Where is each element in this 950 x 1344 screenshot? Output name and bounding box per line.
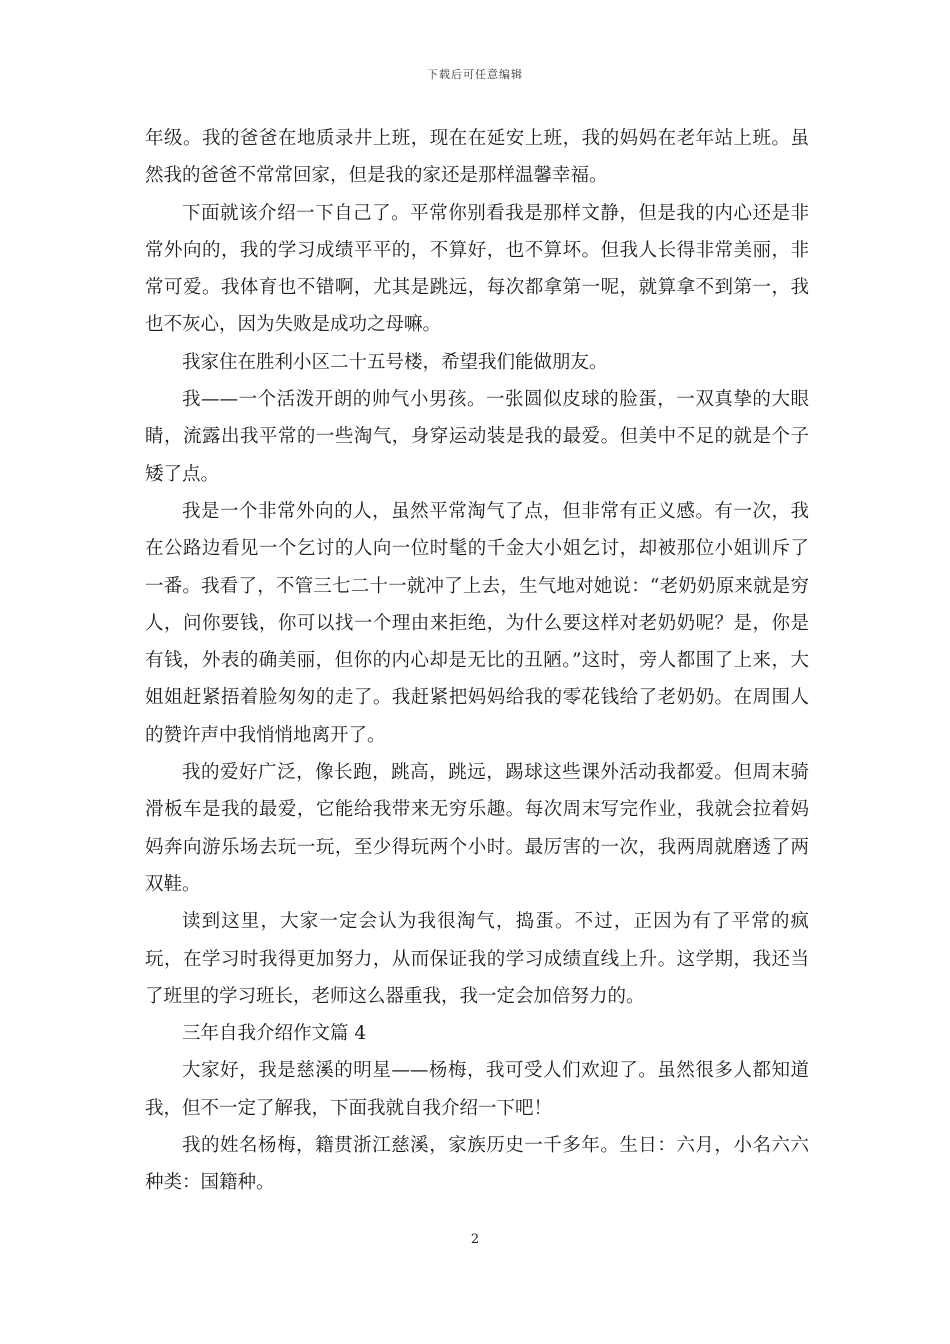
paragraph-name-info: 我的姓名杨梅，籍贯浙江慈溪，家族历史一千多年。生日：六月，小名六六种类：国籍种。 (145, 1135, 809, 1194)
document-body (145, 120, 809, 1202)
page-number: 2 (470, 1232, 480, 1247)
paragraph-hobbies: 我的爱好广泛，像长跑，跳高，跳远，踢球这些课外活动我都爱。但周末骑滑板车是我的最爱，它能给我带来无穷乐趣。每次周末写完作业，我就会拉着妈妈奔向游乐场去玩一玩，至少得玩两个小时。最厉害的一次，我两周就磨透了两双鞋。 (145, 762, 809, 895)
paragraph-self-intro: 下面就该介绍一下自己了。平常你别看我是那样文静，但是我的内心还是非常外向的，我的学习成绩平平的，不算好，也不算坏。但我人长得非常美丽，非常可爱。我体育也不错啊，尤其是跳远，每次都拿第一呢，就算拿不到第一，我也不灰心，因为失败是成功之母嘛。 (145, 202, 809, 336)
page-header: 下载后可任意编辑 (427, 68, 523, 81)
paragraph-study: 读到这里，大家一定会认为我很淘气，捣蛋。不过，正因为有了平常的疯玩，在学习时我得更加努力，从而保证我的学习成绩直线上升。这学期，我还当了班里的学习班长，老师这么器重我，我一定会加倍努力的。 (145, 911, 809, 1007)
section-heading: 三年自我介绍作文篇 4 (182, 1023, 367, 1045)
paragraph-address: 我家住在胜利小区二十五号楼，希望我们能做朋友。 (182, 351, 608, 373)
paragraph-continuation: 年级。我的爸爸在地质录井上班，现在在延安上班，我的妈妈在老年站上班。虽然我的爸爸不常常回家，但是我的家还是那样温馨幸福。 (145, 128, 809, 187)
paragraph-appearance: 我——一个活泼开朗的帅气小男孩。一张圆似皮球的脸蛋，一双真挚的大眼睛，流露出我平常的一些淘气，身穿运动装是我的最爱。但美中不足的就是个子矮了点。 (145, 389, 809, 485)
paragraph-personality: 我是一个非常外向的人，虽然平常淘气了点，但非常有正义感。有一次，我在公路边看见一个乞讨的人向一位时髦的千金大小姐乞讨，却被那位小姐训斥了一番。我看了，不管三七二十一就冲了上去，生气地对她说：“老奶奶原来就是穷人，问你要钱，你可以找一个理由来拒绝，为什么要这样对老奶奶呢？是，你是有钱，外表的确美丽，但你的内心却是无比的丑陋。”这时，旁人都围了上来，大姐姐赶紧捂着脸匆匆的走了。我赶紧把妈妈给我的零花钱给了老奶奶。在周围人的赞许声中我悄悄地离开了。 (145, 500, 809, 746)
paragraph-greeting: 大家好，我是慈溪的明星——杨梅，我可受人们欢迎了。虽然很多人都知道我，但不一定了解我，下面我就自我介绍一下吧！ (145, 1060, 809, 1119)
